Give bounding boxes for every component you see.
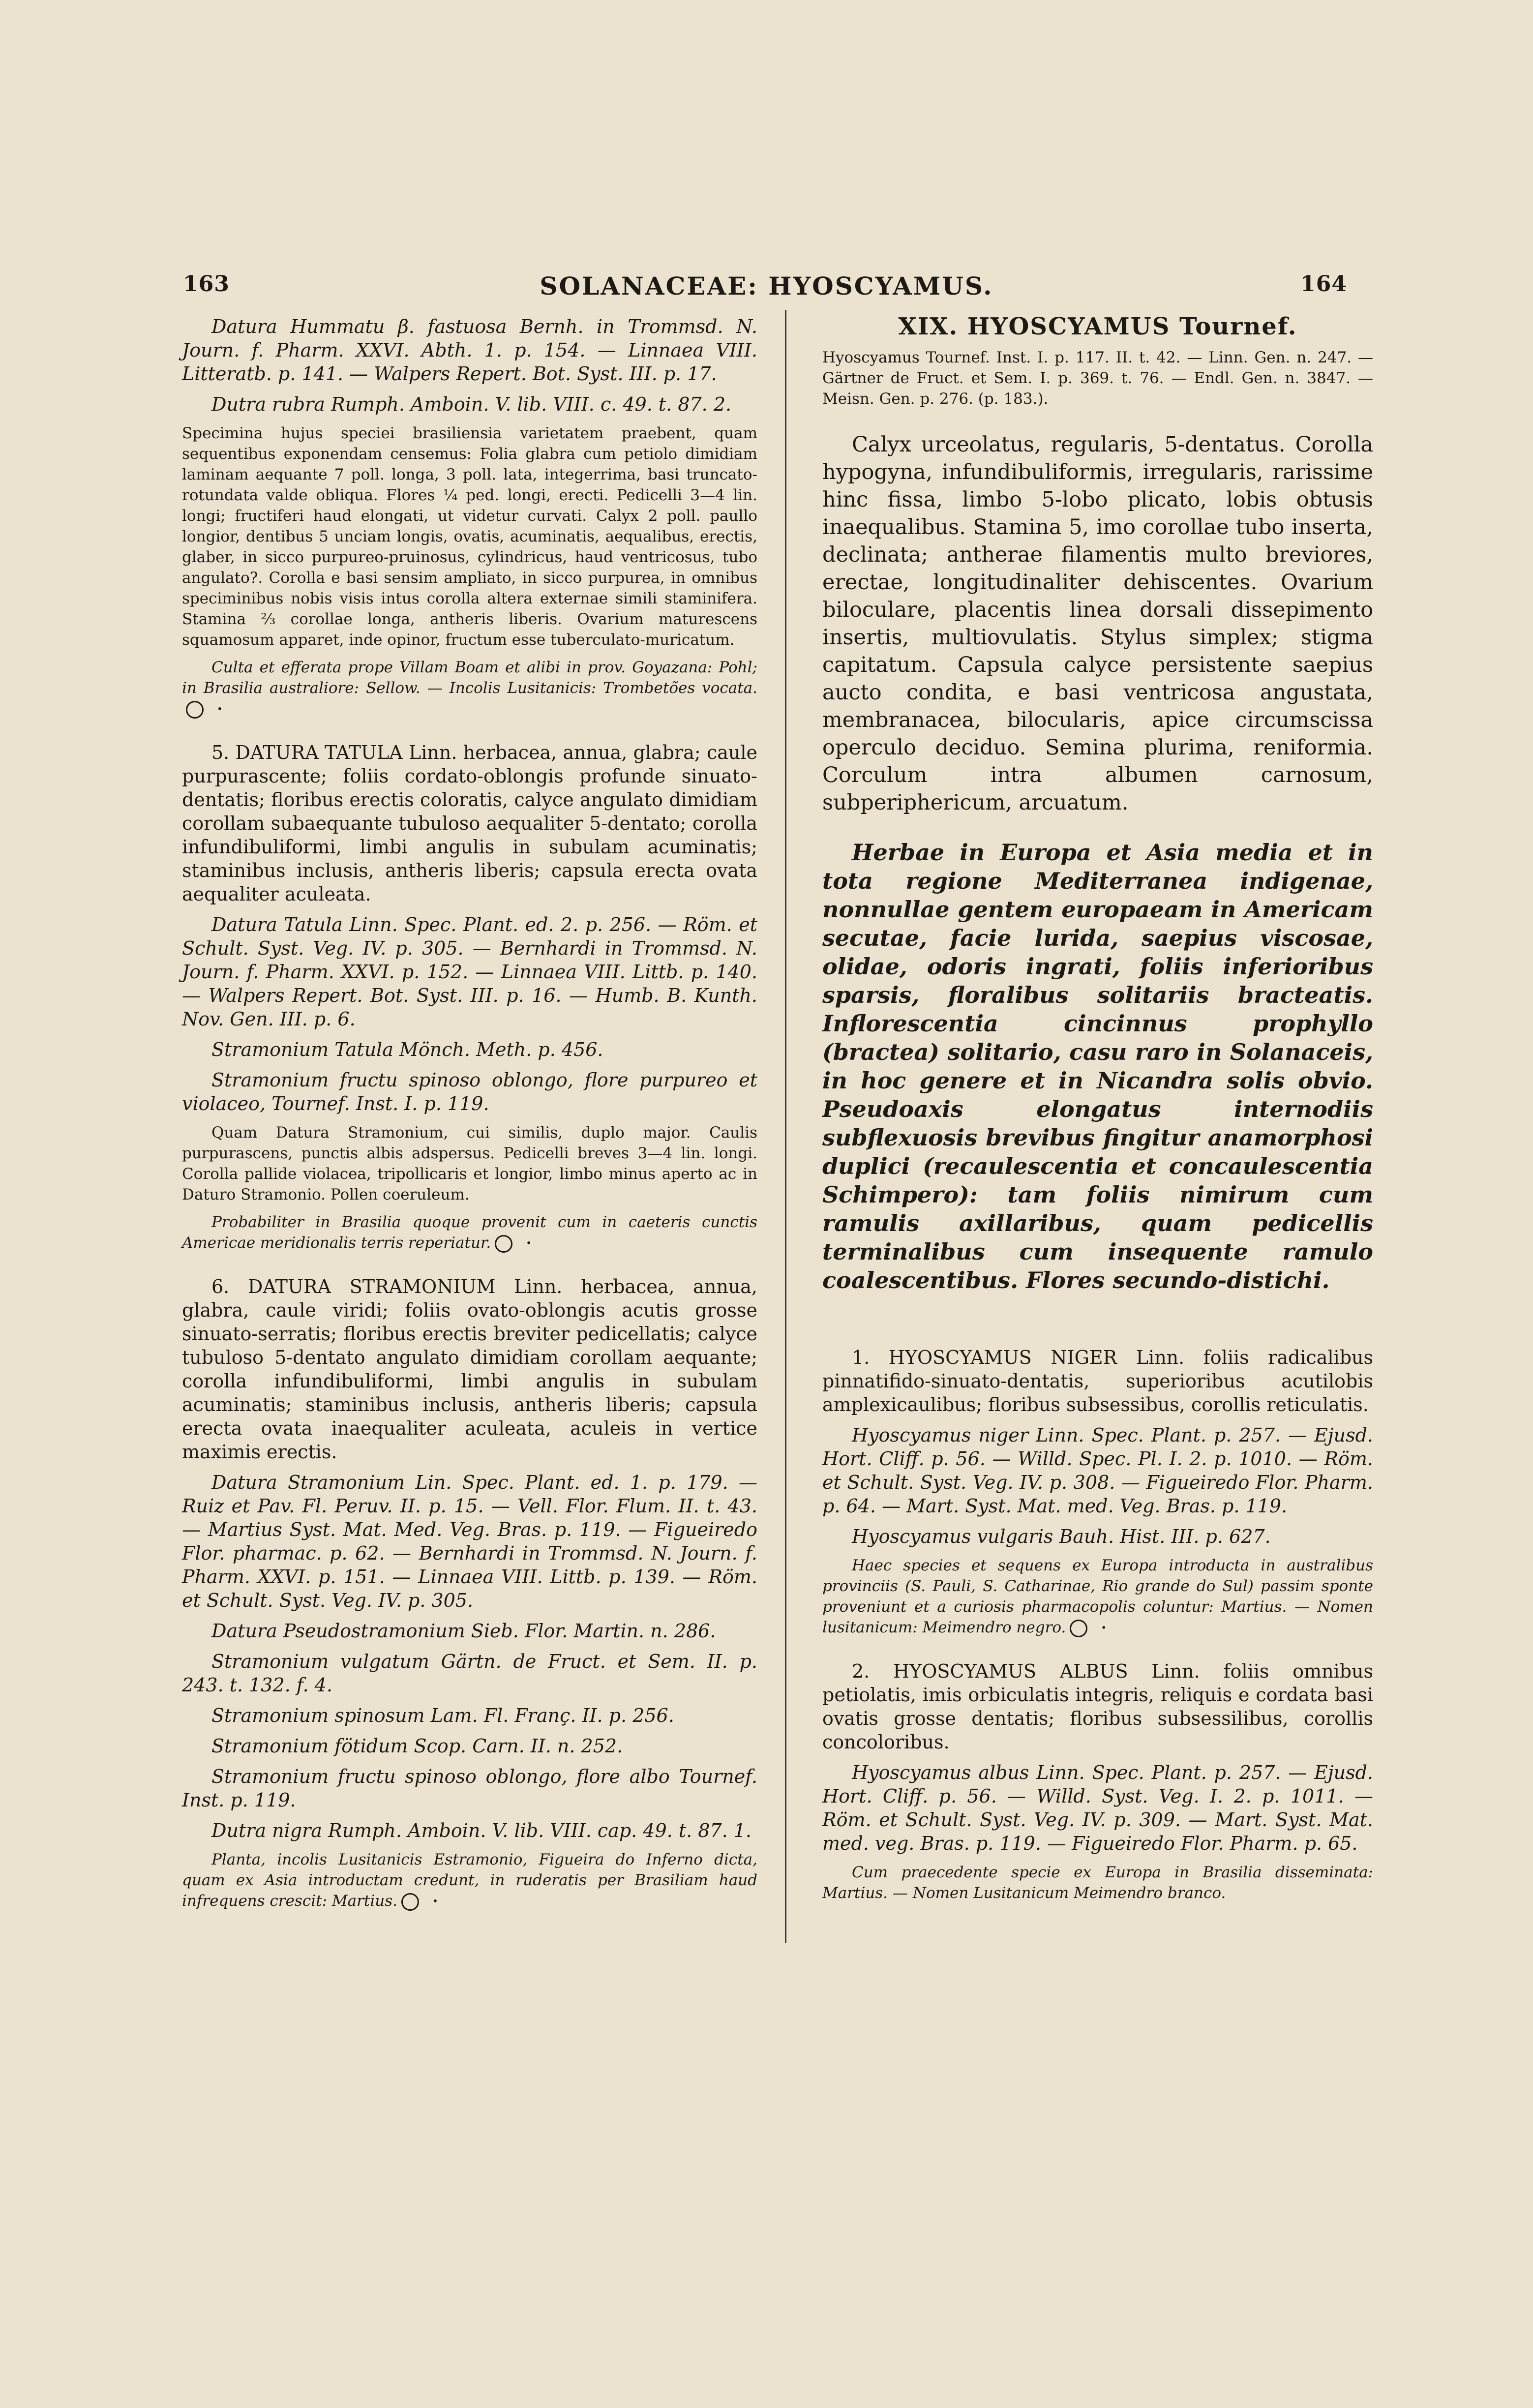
perennial-symbol-icon xyxy=(401,1893,419,1911)
synonym-entry: Hyoscyamus niger Linn. Spec. Plant. p. 257. — Ejusd. Hort. Cliff. p. 56. — Willd. Spec. Pl. I. 2. p. 1010. — Röm. et Schult. Syst. Veg. IV. p. 308. — Figueiredo Flor. Pharm. p. 64. — Mart. Syst. Mat. med. Veg. Bras. p. 119. xyxy=(822,1424,1373,1517)
distribution-note: Planta, incolis Lusitanicis Estramonio, Figueira do Inferno dicta, quam ex Asia introductam credunt, in ruderatis per Brasiliam haud infrequens crescit: Martius.• xyxy=(182,1849,757,1911)
genus-references: Hyoscyamus Tournef. Inst. I. p. 117. II. t. 42. — Linn. Gen. n. 247. — Gärtner de Fruct. et Sem. I. p. 369. t. 76. — Endl. Gen. n. 3847. — Meisn. Gen. p. 276. (p. 183.). xyxy=(822,349,1373,408)
distribution-note: Haec species et sequens ex Europa introducta in australibus provinciis (S. Pauli, S. Catharinae, Rio grande do Sul) passim sponte proveniunt et a curiosis pharmacopolis coluntur: Martius. — Nomen lusitanicum: Meimendro negro.• xyxy=(822,1555,1373,1638)
species-diagnosis: 1. HYOSCYAMUS NIGER Linn. foliis radicalibus pinnatifido-sinuato-dentatis, superioribus acutilobis amplexicaulibus; floribus subsessibus, corollis reticulatis. xyxy=(822,1347,1373,1415)
synonym-entry: Datura Pseudostramonium Sieb. Flor. Martin. n. 286. xyxy=(211,1620,716,1642)
synonym-entry: Stramonium fructu spinoso oblongo, flore purpureo et violaceo, Tournef. Inst. I. p. 119. xyxy=(182,1069,757,1114)
synonym-entry: Hyoscyamus vulgaris Bauh. Hist. III. p. 627. xyxy=(852,1526,1271,1547)
synonym-entry: Stramonium fructu spinoso oblongo, flore albo Tournef. Inst. p. 119. xyxy=(182,1766,757,1811)
species-diagnosis: 5. DATURA TATULA Linn. herbacea, annua, glabra; caule purpurascente; foliis cordato-oblongis profunde sinuato-dentatis; floribus erectis coloratis, calyce angulato dimidiam corollam subaequante tubuloso aequaliter 5-dentato; corolla infundibuliformi, limbi angulis in subulam acuminatis; staminibus inclusis, antheris liberis; capsula erecta ovata aequaliter aculeata. xyxy=(182,742,757,905)
species-diagnosis: 6. DATURA STRAMONIUM Linn. herbacea, annua, glabra, caule viridi; foliis ovato-oblongis acutis grosse sinuato-serratis; floribus erectis breviter pedicellatis; calyce tubuloso 5-dentato angulato dimidiam corollam aequante; corolla infundibuliformi, limbi angulis in subulam acuminatis; staminibus inclusis, antheris liberis; capsula erecta ovata inaequaliter aculeata, aculeis in vertice maximis erectis. xyxy=(182,1276,757,1463)
perennial-symbol-icon xyxy=(1070,1620,1087,1637)
page-number-right: 164 xyxy=(1300,271,1347,297)
synonym-entry: Stramonium fötidum Scop. Carn. II. n. 252. xyxy=(211,1735,623,1757)
synonym-entry: Datura Stramonium Lin. Spec. Plant. ed. 1. p. 179. — Ruiz et Pav. Fl. Peruv. II. p. 15. — Vell. Flor. Flum. II. t. 43. — Martius Syst. Mat. Med. Veg. Bras. p. 119. — Figueiredo Flor. pharmac. p. 62. — Bernhardi in Trommsd. N. Journ. f. Pharm. XXVI. p. 151. — Linnaea VIII. Littb. p. 139. — Röm. et Schult. Syst. Veg. IV. p. 305. xyxy=(182,1472,757,1611)
page-number-left: 163 xyxy=(183,271,230,297)
species-diagnosis: 2. HYOSCYAMUS ALBUS Linn. foliis omnibus petiolatis, imis orbiculatis integris, reliquis e cordata basi ovatis grosse dentatis; floribus subsessilibus, corollis concoloribus. xyxy=(822,1660,1373,1753)
synonym-entry: Stramonium vulgatum Gärtn. de Fruct. et Sem. II. p. 243. t. 132. f. 4. xyxy=(182,1651,757,1696)
synonym-entry: Hyoscyamus albus Linn. Spec. Plant. p. 257. — Ejusd. Hort. Cliff. p. 56. — Willd. Syst. Veg. I. 2. p. 1011. — Röm. et Schult. Syst. Veg. IV. p. 309. — Mart. Syst. Mat. med. veg. Bras. p. 119. — Figueiredo Flor. Pharm. p. 65. xyxy=(822,1762,1373,1854)
genus-habit-notes: Herbae in Europa et Asia media et in tota regione Mediterranea indigenae, nonnullae gentem europaeam in Americam secutae, facie lurida, saepius viscosae, olidae, odoris ingrati, foliis inferioribus sparsis, floralibus solitariis bracteatis. Inflorescentia cincinnus prophyllo (bractea) solitario, casu raro in Solanaceis, in hoc genere et in Nicandra solis obvio. Pseudoaxis elongatus internodiis subflexuosis brevibus fingitur anamorphosi duplici (recaulescentia et concaulescentia Schimpero): tam foliis nimirum cum ramulis axillaribus, quam pedicellis terminalibus cum insequente ramulo coalescentibus. Flores secundo-distichi. xyxy=(822,839,1373,1294)
left-column xyxy=(182,315,757,1918)
synonym-entry: Datura Hummatu β. fastuosa Bernh. in Trommsd. N. Journ. f. Pharm. XXVI. Abth. 1. p. 154. — Linnaea VIII. Litteratb. p. 141. — Walpers Repert. Bot. Syst. III. p. 17. xyxy=(182,316,757,385)
right-column xyxy=(822,315,1373,1910)
description-paragraph: Quam Datura Stramonium, cui similis, duplo major. Caulis purpurascens, punctis albis adspersus. Pedicelli breves 3—4 lin. longi. Corolla pallide violacea, tripollicaris et longior, limbo minus aperto ac in Daturo Stramonio. Pollen coeruleum. xyxy=(182,1124,757,1204)
genus-heading: XIX. HYOSCYAMUS Tournef. xyxy=(898,313,1297,340)
distribution-note: Culta et efferata prope Villam Boam et alibi in prov. Goyazana: Pohl; in Brasilia australiore: Sellow. — Incolis Lusitanicis: Trombetões vocata.• xyxy=(182,657,757,719)
distribution-note: Cum praecedente specie ex Europa in Brasilia disseminata: Martius. — Nomen Lusitanicum Meimendro branco. xyxy=(822,1864,1373,1902)
distribution-note: Probabiliter in Brasilia quoque provenit cum in caeteris cunctis Americae meridionalis terris reperiatur.• xyxy=(182,1212,757,1253)
synonym-entry: Stramonium Tatula Mönch. Meth. p. 456. xyxy=(211,1039,603,1060)
running-title: SOLANACEAE: HYOSCYAMUS. xyxy=(540,271,993,301)
synonym-entry: Datura Tatula Linn. Spec. Plant. ed. 2. p. 256. — Röm. et Schult. Syst. Veg. IV. p. 305. — Bernhardi in Trommsd. N. Journ. f. Pharm. XXVI. p. 152. — Linnaea VIII. Littb. p. 140. — Walpers Repert. Bot. Syst. III. p. 16. — Humb. B. Kunth. Nov. Gen. III. p. 6. xyxy=(182,914,757,1030)
synonym-entry: Stramonium spinosum Lam. Fl. Franç. II. p. 256. xyxy=(211,1705,674,1726)
perennial-symbol-icon xyxy=(186,701,204,719)
synonym-entry: Dutra rubra Rumph. Amboin. V. lib. VIII. c. 49. t. 87. 2. xyxy=(211,393,732,415)
synonym-entry: Dutra nigra Rumph. Amboin. V. lib. VIII. cap. 49. t. 87. 1. xyxy=(211,1820,752,1841)
column-divider xyxy=(785,310,786,1943)
perennial-symbol-icon xyxy=(495,1235,512,1253)
description-paragraph: Specimina hujus speciei brasiliensia varietatem praebent, quam sequentibus exponendam censemus: Folia glabra cum petiolo dimidiam laminam aequante 7 poll. longa, 3 poll. lata, integerrima, basi truncato-rotundata valde obliqua. Flores ¼ ped. longi, erecti. Pedicelli 3—4 lin. longi; fructiferi haud elongati, ut videtur curvati. Calyx 2 poll. paullo longior, dentibus 5 unciam longis, ovatis, acuminatis, aequalibus, erectis, glaber, in sicco purpureo-pruinosus, cylindricus, haud ventricosus, tubo angulato?. Corolla e basi sensim ampliato, in sicco purpurea, in omnibus speciminibus nobis visis intus corolla altera externae simili staminifera. Stamina ⅔ corollae longa, antheris liberis. Ovarium maturescens squamosum apparet, inde opinor, fructum esse tuberculato-muricatum. xyxy=(182,424,757,649)
genus-description: Calyx urceolatus, regularis, 5-dentatus. Corolla hypogyna, infundibuliformis, irregularis, rarissime hinc fissa, limbo 5-lobo plicato, lobis obtusis inaequalibus. Stamina 5, imo corollae tubo inserta, declinata; antherae filamentis multo breviores, erectae, longitudinaliter dehiscentes. Ovarium biloculare, placentis linea dorsali dissepimento insertis, multiovulatis. Stylus simplex; stigma capitatum. Capsula calyce persistente saepius aucto condita, e basi ventricosa angustata, membranacea, bilocularis, apice circumscissa operculo deciduo. Semina plurima, reniformia. Corculum intra albumen carnosum, subperiphericum, arcuatum. xyxy=(822,432,1373,815)
